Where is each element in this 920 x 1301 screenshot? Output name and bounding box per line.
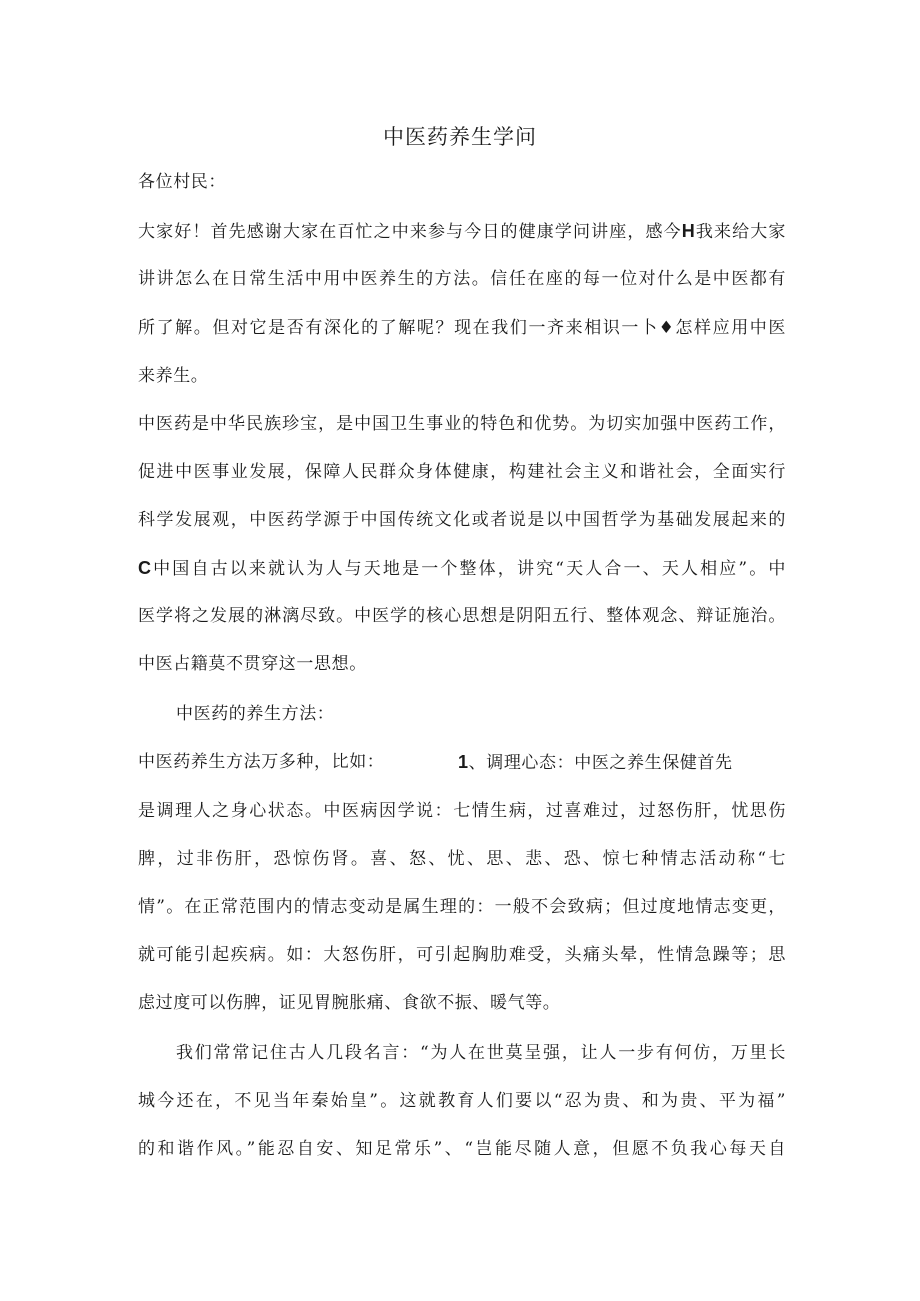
paragraph-4-line-3: 的和谐作风。”能忍自安、知足常乐”、“岂能尽随人意，但愿不负我心每天自 (138, 1139, 786, 1159)
paragraph-2-line-1: 中医药是中华民族珍宝，是中国卫生事业的特色和优势。为切实加强中医药工作， (138, 414, 786, 434)
paragraph-4-line-2: 城今还在，不见当年秦始皇”。这就教育人们要以“忍为贵、和为贵、平为福” (138, 1091, 786, 1111)
paragraph-3-intro (138, 747, 786, 777)
paragraph-3-line-3: 情”。在正常范围内的情志变动是属生理的：一般不会致病；但过度地情志变更， (138, 897, 786, 917)
paragraph-1-line-4: 来养生。 (138, 366, 209, 386)
paragraph-3-line-2: 脾，过非伤肝，恐惊伤肾。喜、怒、忧、思、悲、恐、惊七种情志活动称“七 (138, 849, 786, 869)
section-heading: 中医药的养生方法： (176, 704, 335, 724)
greeting: 各位村民： (138, 172, 226, 192)
paragraph-3-line-4: 就可能引起疾病。如：大怒伤肝，可引起胸肋难受，头痛头晕，性情急躁等；思 (138, 945, 786, 965)
paragraph-2-line-5: 医学将之发展的淋漓尽致。中医学的核心思想是阴阳五行、整体观念、辩证施治。 (138, 606, 786, 626)
paragraph-4-line-1: 我们常常记住古人几段名言：“为人在世莫呈强，让人一步有何仿，万里长 (176, 1043, 786, 1063)
paragraph-2-line-3: 科学发展观，中医药学源于中国传统文化或者说是以中国哲学为基础发展起来的 (138, 510, 786, 530)
paragraph-1-line-3: 所了解。但对它是否有深化的了解呢？现在我们一齐来相识一卜♦怎样应用中医 (138, 318, 786, 338)
paragraph-2-line-2: 促进中医事业发展，保障人民群众身体健康，构建社会主义和谐社会，全面实行 (138, 462, 786, 482)
paragraph-1-line-2: 讲讲怎么在日常生活中用中医养生的方法。信任在座的每一位对什么是中医都有 (138, 269, 786, 289)
paragraph-3-intro-right: 1、调理心态：中医之养生保健首先 (458, 752, 733, 773)
paragraph-2-line-4: C中国自古以来就认为人与天地是一个整体，讲究“天人合一、天人相应”。中 (138, 558, 786, 579)
paragraph-3-line-1: 是调理人之身心状态。中医病因学说：七情生病，过喜难过，过怒伤肝，忧思伤 (138, 801, 786, 821)
paragraph-1-line-1: 大家好！首先感谢大家在百忙之中来参与今日的健康学问讲座，感今H我来给大家 (138, 221, 786, 242)
document-title: 中医药养生学问 (383, 125, 537, 149)
paragraph-3-line-5: 虑过度可以伤脾，证见胃腕胀痛、食欲不振、暖气等。 (138, 993, 561, 1013)
paragraph-3-intro-left: 中医药养生方法万多种，比如： (138, 752, 385, 772)
paragraph-2-line-6: 中医占籍莫不贯穿这一思想。 (138, 654, 367, 674)
